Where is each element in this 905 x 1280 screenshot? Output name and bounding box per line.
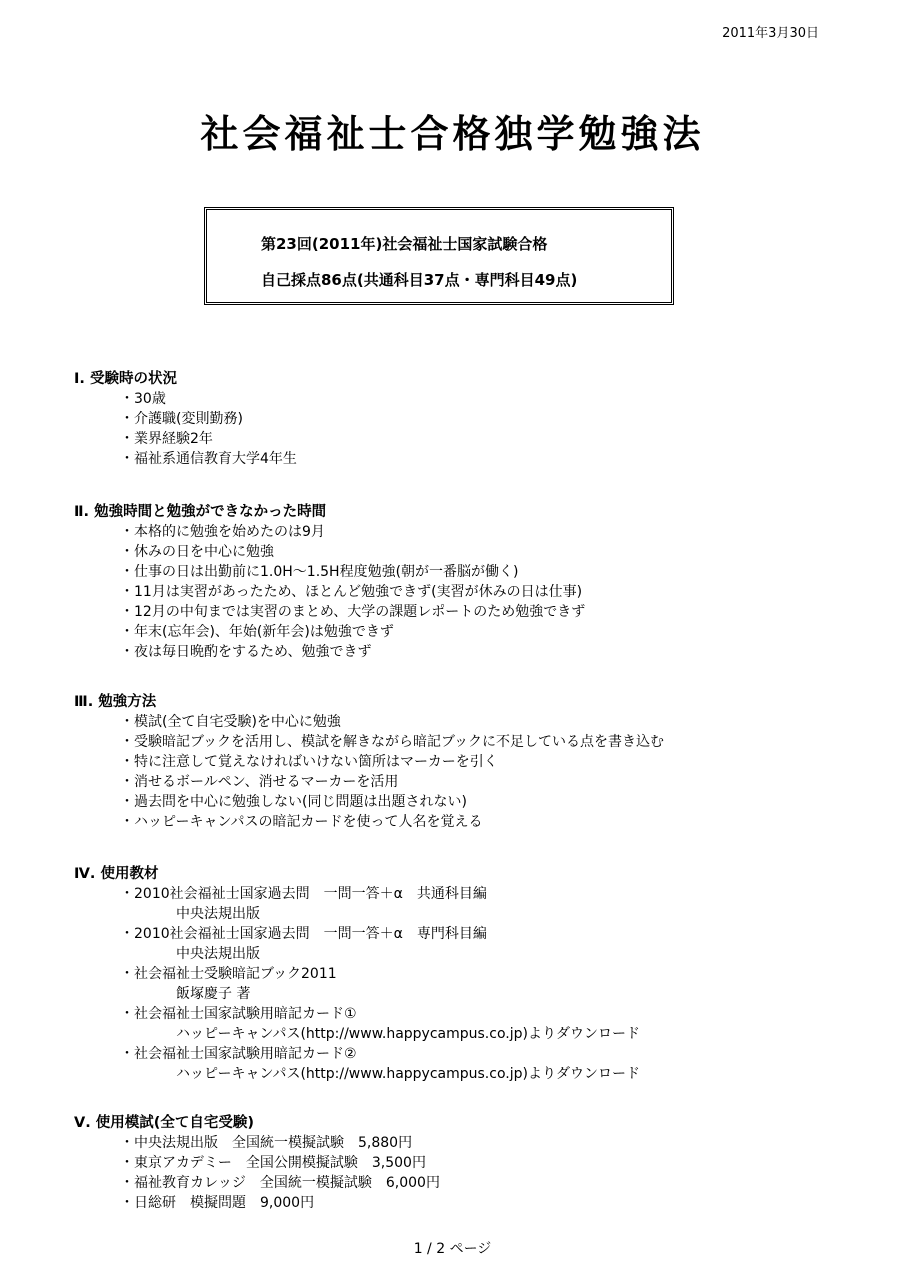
summary-exam-result: 第23回(2011年)社会福祉士国家試験合格 <box>261 235 548 253</box>
summary-self-score: 自己採点86点(共通科目37点・専門科目49点) <box>261 271 578 289</box>
list-item: ・ 12月の中旬までは実習のまとめ、大学の課題レポートのため勉強できず <box>120 604 586 620</box>
bullet-dot: ・ <box>120 754 134 770</box>
bullet-dot: ・ <box>120 1046 134 1062</box>
list-item: ・ 福祉教育カレッジ 全国統一模擬試験 6,000円 <box>120 1175 440 1191</box>
list-item: ・ 中央法規出版 全国統一模擬試験 5,880円 <box>120 1135 413 1151</box>
list-item: ・ 日総研 模擬問題 9,000円 <box>120 1195 315 1211</box>
list-item: ・ 介護職(変則勤務) <box>120 411 243 427</box>
list-item: ・ 年末(忘年会)、年始(新年会)は勉強できず <box>120 624 394 640</box>
section-heading: Ⅳ. 使用教材 <box>74 866 159 882</box>
bullet-dot: ・ <box>120 524 134 540</box>
list-item-detail: ハッピーキャンパス(http://www.happycampus.co.jp)よりダウンロード <box>176 1026 640 1042</box>
document-date: 2011年3月30日 <box>722 26 819 41</box>
bullet-dot: ・ <box>120 411 134 427</box>
item-list <box>74 884 640 1084</box>
bullet-dot: ・ <box>120 451 134 467</box>
bullet-dot: ・ <box>120 644 134 660</box>
list-item: ・ 休みの日を中心に勉強 <box>120 544 274 560</box>
list-item: ・ 福祉系通信教育大学4年生 <box>120 451 297 467</box>
bullet-dot: ・ <box>120 734 134 750</box>
list-item: ・ 30歳 <box>120 391 166 407</box>
list-item: ・ 東京アカデミー 全国公開模擬試験 3,500円 <box>120 1155 426 1171</box>
list-item-detail: ハッピーキャンパス(http://www.happycampus.co.jp)よりダウンロード <box>176 1066 640 1082</box>
list-item-detail: 中央法規出版 <box>176 946 260 962</box>
bullet-dot: ・ <box>120 774 134 790</box>
bullet-dot: ・ <box>120 714 134 730</box>
bullet-dot: ・ <box>120 1155 134 1171</box>
list-item: ・ 社会福祉士国家試験用暗記カード② <box>120 1046 357 1062</box>
section-mock-exams <box>74 1113 440 1213</box>
list-item: ・ 特に注意して覚えなければいけない箇所はマーカーを引く <box>120 754 498 770</box>
list-item: ・ 社会福祉士国家試験用暗記カード① <box>120 1006 357 1022</box>
section-study-time <box>74 502 585 662</box>
bullet-dot: ・ <box>120 1195 134 1211</box>
bullet-dot: ・ <box>120 926 134 942</box>
section-heading: Ⅱ. 勉強時間と勉強ができなかった時間 <box>74 504 327 520</box>
bullet-dot: ・ <box>120 391 134 407</box>
bullet-dot: ・ <box>120 966 134 982</box>
list-item: ・ 2010社会福祉士国家過去問 一問一答＋α 専門科目編 <box>120 926 487 942</box>
list-item: ・ 業界経験2年 <box>120 431 213 447</box>
list-item: ・ 過去問を中心に勉強しない(同じ問題は出題されない) <box>120 794 467 810</box>
bullet-dot: ・ <box>120 1175 134 1191</box>
bullet-dot: ・ <box>120 584 134 600</box>
list-item-detail: 中央法規出版 <box>176 906 260 922</box>
bullet-dot: ・ <box>120 624 134 640</box>
summary-box <box>204 207 674 305</box>
list-item: ・ 消せるボールペン、消せるマーカーを活用 <box>120 774 399 790</box>
list-item: ・ 本格的に勉強を始めたのは9月 <box>120 524 325 540</box>
list-item: ・ 社会福祉士受験暗記ブック2011 <box>120 966 337 982</box>
section-heading: Ⅰ. 受験時の状況 <box>74 371 177 387</box>
list-item: ・ 11月は実習があったため、ほとんど勉強できず(実習が休みの日は仕事) <box>120 584 583 600</box>
list-item: ・ 仕事の日は出勤前に1.0H～1.5H程度勉強(朝が一番脳が働く) <box>120 564 519 580</box>
bullet-dot: ・ <box>120 1006 134 1022</box>
page-indicator: 1 / 2 ページ <box>413 1241 492 1257</box>
section-heading: Ⅲ. 勉強方法 <box>74 694 157 710</box>
list-item: ・ 模試(全て自宅受験)を中心に勉強 <box>120 714 341 730</box>
section-exam-situation <box>74 369 297 469</box>
section-materials <box>74 864 640 1084</box>
bullet-dot: ・ <box>120 886 134 902</box>
item-list <box>74 389 297 469</box>
list-item-detail: 飯塚慶子 著 <box>176 986 251 1002</box>
document-title: 社会福祉士合格独学勉強法 <box>200 112 705 156</box>
section-heading: Ⅴ. 使用模試(全て自宅受験) <box>74 1115 255 1131</box>
item-list <box>74 1133 440 1213</box>
bullet-dot: ・ <box>120 794 134 810</box>
bullet-dot: ・ <box>120 1135 134 1151</box>
item-list <box>74 522 585 662</box>
bullet-dot: ・ <box>120 544 134 560</box>
bullet-dot: ・ <box>120 564 134 580</box>
list-item: ・ 受験暗記ブックを活用し、模試を解きながら暗記ブックに不足している点を書き込む <box>120 734 665 750</box>
bullet-dot: ・ <box>120 604 134 620</box>
list-item: ・ 2010社会福祉士国家過去問 一問一答＋α 共通科目編 <box>120 886 487 902</box>
bullet-dot: ・ <box>120 431 134 447</box>
bullet-dot: ・ <box>120 814 134 830</box>
list-item: ・ ハッピーキャンパスの暗記カードを使って人名を覚える <box>120 814 483 830</box>
item-list <box>74 712 664 832</box>
list-item: ・ 夜は毎日晩酌をするため、勉強できず <box>120 644 372 660</box>
section-study-method <box>74 692 664 832</box>
